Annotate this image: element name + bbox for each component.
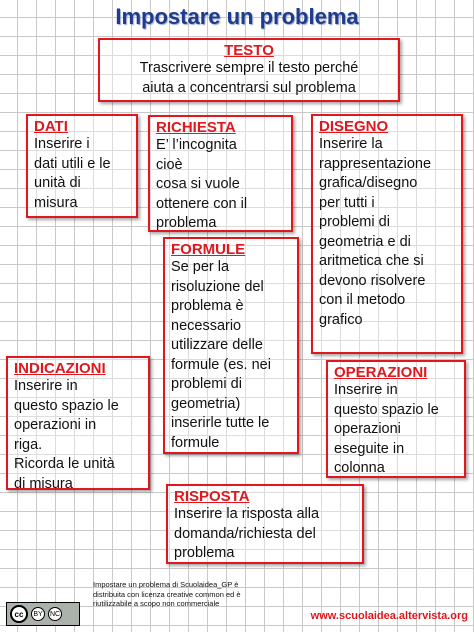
testo-box xyxy=(98,38,400,102)
dati-heading: DATI xyxy=(34,118,68,135)
testo-heading: TESTO xyxy=(224,42,274,59)
disegno-heading: DISEGNO xyxy=(319,118,389,135)
creative-commons-badge xyxy=(6,602,80,626)
site-link[interactable]: www.scuolaidea.altervista.org xyxy=(310,610,468,622)
formule-box xyxy=(163,237,299,454)
risposta-text: Inserire la risposta alla domanda/richiesta del problema xyxy=(174,506,320,561)
richiesta-box xyxy=(148,115,293,232)
richiesta-text: E’ l’incognita cioè cosa si vuole ottenere con il problema xyxy=(156,137,248,231)
richiesta-heading: RICHIESTA xyxy=(156,119,236,136)
formule-text: Se per la risoluzione del problema è necessario utilizzare delle formule (es. nei problemi di geometria) inserirle tutte le formule xyxy=(171,259,271,451)
cc-icon: cc xyxy=(10,605,28,623)
risposta-heading: RISPOSTA xyxy=(174,488,250,505)
indicazioni-heading: INDICAZIONI xyxy=(14,360,106,377)
disegno-text: Inserire la rappresentazione grafica/disegno per tutti i problemi di geometria e di aritmetica che si devono risolvere con il metodo grafico xyxy=(319,136,432,328)
operazioni-heading: OPERAZIONI xyxy=(334,364,428,381)
dati-box xyxy=(26,114,138,218)
nc-icon: NC xyxy=(48,607,62,621)
risposta-box xyxy=(166,484,364,564)
formule-heading: FORMULE xyxy=(171,241,246,258)
disegno-box xyxy=(311,114,463,354)
page-title: Impostare un problema xyxy=(115,4,359,29)
testo-text: Trascrivere sempre il testo perché aiuta a concentrarsi sul problema xyxy=(139,60,359,96)
indicazioni-box xyxy=(6,356,150,490)
license-note: Impostare un problema di Scuolaidea_GP è distribuita con licenza creative common ed è riutilizzabile a scopo non commerciale xyxy=(93,580,241,608)
indicazioni-text: Inserire in questo spazio le operazioni in riga. Ricorda le unità di misura xyxy=(14,378,119,492)
operazioni-text: Inserire in questo spazio le operazioni eseguite in colonna xyxy=(334,382,439,476)
dati-text: Inserire i dati utili e le unità di misura xyxy=(34,136,111,211)
by-icon: BY xyxy=(31,607,45,621)
operazioni-box xyxy=(326,360,466,478)
